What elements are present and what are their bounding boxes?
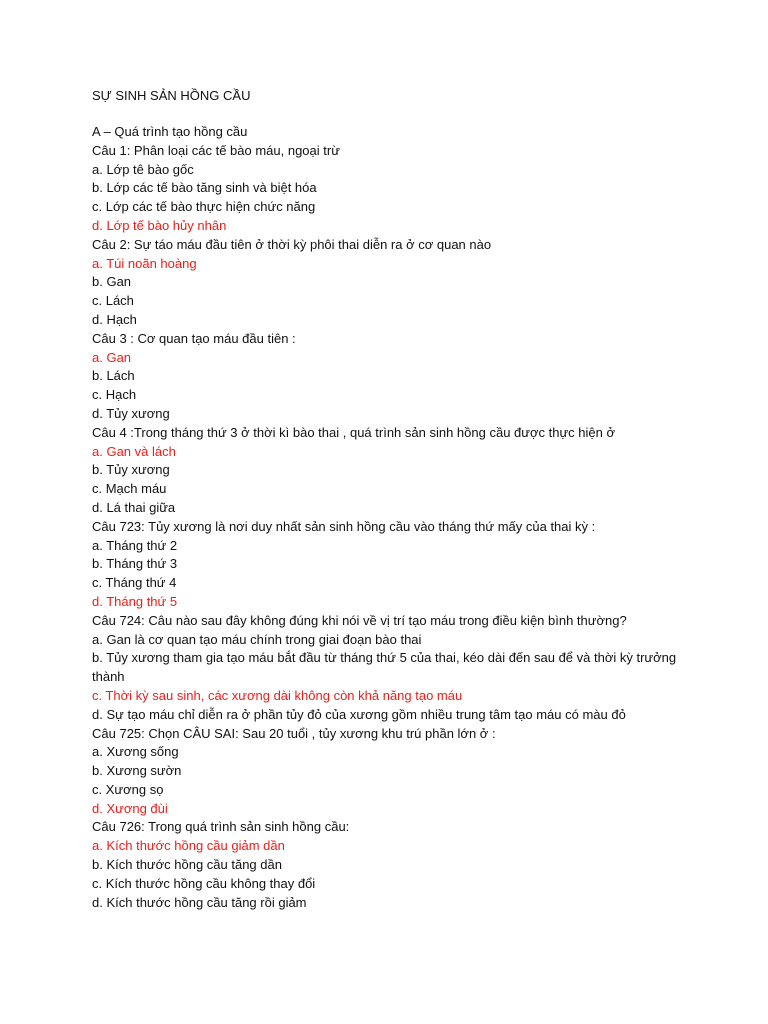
question-text: Câu 726: Trong quá trình sản sinh hồng cầu: <box>92 819 350 835</box>
answer-option: c. Tháng thứ 4 <box>92 575 177 591</box>
answer-option: c. Hạch <box>92 387 137 403</box>
answer-option: b. Gan <box>92 274 132 290</box>
answer-option: b. Lách <box>92 368 135 384</box>
answer-option: a. Gan là cơ quan tạo máu chính trong giai đoạn bào thai <box>92 631 422 647</box>
answer-option: d. Sự tạo máu chỉ diễn ra ở phần tủy đỏ của xương gồm nhiều trung tâm tạo máu có màu đỏ <box>92 706 626 722</box>
document-page <box>92 86 692 912</box>
answer-option-correct: d. Xương đùi <box>92 800 168 816</box>
answer-option: b. Tủy xương <box>92 462 170 478</box>
question-text: Câu 3 : Cơ quan tạo máu đầu tiên : <box>92 330 296 346</box>
answer-option: c. Lớp các tế bào thực hiện chức năng <box>92 199 316 215</box>
question-text: Câu 724: Câu nào sau đây không đúng khi nói về vị trí tạo máu trong điều kiện bình thường? <box>92 612 627 628</box>
answer-option: a. Tháng thứ 2 <box>92 537 178 553</box>
question-text: Câu 4 :Trong tháng thứ 3 ở thời kì bào thai , quá trình sản sinh hồng cầu được thực hiện ở <box>92 424 615 440</box>
answer-option-correct: c. Thời kỳ sau sinh, các xương dài không còn khả năng tạo máu <box>92 687 463 703</box>
answer-option-correct: a. Túi noãn hoàng <box>92 255 197 271</box>
answer-option: d. Kích thước hồng cầu tăng rồi giảm <box>92 894 307 910</box>
answer-option: b. Xương sườn <box>92 763 182 779</box>
question-text: Câu 2: Sự táo máu đầu tiên ở thời kỳ phôi thai diễn ra ở cơ quan nào <box>92 236 492 252</box>
answer-option: c. Kích thước hồng cầu không thay đổi <box>92 875 316 891</box>
answer-option: d. Hạch <box>92 311 137 327</box>
answer-option-correct: a. Kích thước hồng cầu giảm dần <box>92 838 285 854</box>
question-text: Câu 1: Phân loại các tế bào máu, ngoại trừ <box>92 142 340 158</box>
answer-option: b. Lớp các tế bào tăng sinh và biệt hóa <box>92 180 317 196</box>
question-text: Câu 723: Tủy xương là nơi duy nhất sản sinh hồng cầu vào tháng thứ mấy của thai kỳ : <box>92 518 596 534</box>
answer-option: c. Lách <box>92 293 134 309</box>
answer-option: b. Kích thước hồng cầu tăng dần <box>92 857 282 873</box>
answer-option: d. Lá thai giữa <box>92 499 176 515</box>
answer-option: c. Xương sọ <box>92 781 164 797</box>
answer-option-correct: d. Lớp tế bào hủy nhân <box>92 217 227 233</box>
answer-option: b. Tháng thứ 3 <box>92 556 178 572</box>
answer-option-correct: d. Tháng thứ 5 <box>92 593 178 609</box>
answer-option: b. Tủy xương tham gia tạo máu bắt đầu từ tháng thứ 5 của thai, kéo dài đến sau để và thời kỳ trưởng thành <box>92 650 680 685</box>
question-list <box>92 142 692 913</box>
answer-option: a. Xương sống <box>92 744 179 760</box>
answer-option-correct: a. Gan <box>92 349 132 365</box>
section-heading: A – Quá trình tạo hồng cầu <box>92 124 248 139</box>
question-text: Câu 725: Chọn CÂU SAI: Sau 20 tuổi , tủy xương khu trú phần lớn ở : <box>92 725 496 741</box>
answer-option: c. Mạch máu <box>92 481 167 497</box>
answer-option: a. Lớp tê bào gốc <box>92 161 194 177</box>
document-title: SỰ SINH SẢN HỒNG CẦU <box>92 88 251 103</box>
answer-option-correct: a. Gan và lách <box>92 443 176 459</box>
answer-option: d. Tủy xương <box>92 405 170 421</box>
